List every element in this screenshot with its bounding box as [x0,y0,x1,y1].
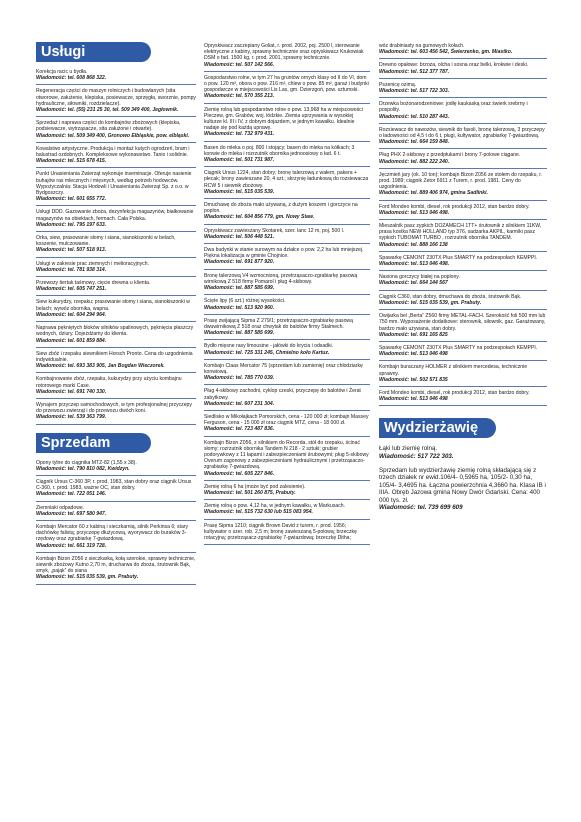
ad-text: Prasę zwijającą Sipma Z 279/1; przetrząsaczo-zgrabiarkę pasową dwuwirnikową Z 518 oraz chwytak do balotów firmy Stalmech. [204,317,353,330]
ad-text: Prasę Sipma 1210; ciągnik Brown David z turem, r. prod. 1956; kultywator o szer. rob. 2,5 m; bronę zawieszaną 5-polową; brzeczkę rotacyjną; przetrząsacz-zgrabiarkę 7-gwiazdową; brzeczkę Ditha; [204,522,357,541]
classified-ad [204,340,370,359]
ad-contact: Wiadomość: tel. 790 810 082, Kwidzyn. [36,465,130,472]
sprzedam-list [36,457,196,585]
classified-ad [204,295,370,314]
ad-text: Przewozy tiertak taśmowy, cięcie drewna u klienta. [36,280,151,287]
ad-contact: Wiadomość: tel. 515 732 630 lub 515 083 954. [204,509,313,516]
classified-ad [36,348,196,374]
ad-text: Mieszalnik pasz zypkich DOZAMECH 1TT+ śrutownik z silnikiem 11KW, prasa kostka NEW HOLLAND typ 376, sadzarka AKPIL, karmiki pasz sypkich TUBOMAT TURBO , rozrzutnik obornika TANDEM. [379,223,542,242]
ad-contact: Wiadomość: tel. 781 938 314. [36,266,107,273]
ad-contact: Wiadomość: tel. 605 227 846. [204,470,275,477]
classified-ad [379,387,547,406]
ad-contact: Wiadomość: tel. 889 406 974, gmina Sadlinki. [379,190,488,197]
classified-ad [204,411,370,437]
ad-text: Regeneracja części do maszyn rolniczych i budowlanych (sita otworowe, załużenie, klepiska, posiewacze, sprzęgła, sworznie, pompy hydrauliczne, siłowniki, rozdzielacze). [36,88,196,107]
classified-ad [379,220,547,252]
ad-text: Jęczmień jary (ok. 10 ton); kombajn Bizon Z056 ze stołem do rzepaku, r. prod. 1989; ciągnik Zetor 6911 z Turem, r. prod. 1981. Ceny do uzgodnienia. [379,171,543,191]
classified-ad [204,315,370,341]
ad-text: Ziemniaki odpadowe. [36,504,85,511]
ad-text: Spawarkę CEMONT 230TX Plus SMARTY na podzespołach KEMPPI. [379,344,538,351]
ad-text: Dwa budynki w stanie surowym na działce o pow. 2,2 ha lub mniejszej. Piękna lokalizacja w gminie Chojnice. [204,247,364,260]
ad-contact: Wiadomość: tel. 506 448 521. [204,233,275,240]
ad-contact: Wiadomość: tel. 739 699 609 [379,504,463,512]
ad-contact: Wiadomość: tel. 501 260 875, Prabuty. [204,489,296,496]
classified-ad [204,104,370,142]
ad-contact: Wiadomość: tel. 513 046 498 [379,351,448,358]
ad-text: Kombajn Claas Mercator 75 (sprzedam lub zamienię) oraz chłodziarkę konwiową. [204,362,363,375]
classified-ad [36,85,196,117]
classified-ad [379,98,547,124]
classified-ad [36,206,196,232]
ad-text: Opryskiwacz zaczepiany Goliat, r. prod. 2002, poj. 2500 l, sterowanie elektryczne z kabiny, sprawny technicznie oraz opryskiwacz Krukowiak DSM o fad. 1500 kg, r. prod. 2001, sprawny technicznie. [204,43,364,62]
ad-text: Kowalstwo artystyczne. Produkcja i montaż kutych ogrodzeń, bram i balustrad ozdobnych. Kompleksowe wykonawstwo. Tanio i solidnie. [36,145,190,159]
classified-ad [379,59,547,78]
sprzedam-list-continued-2 [379,40,547,406]
ad-contact: Wiadomość: tel. 510 287 443. [379,113,450,120]
ad-text: Usługi DDD. Gazowanie zboża, dezynfekcja magazynów, białkowanie magazynów na obiektach, fermach. Cała Polska. [36,209,194,222]
ad-contact: Wiadomość: tel. 507 142 566. [204,61,275,68]
classified-ad [204,270,370,296]
ad-contact: Wiadomość: tel. 539 363 799. [36,414,107,421]
ad-text: Ford Mondeo kombi, diesel, rok produkcji 2012, stan bardzo dobry. [379,389,530,396]
ad-contact: Wiadomość: tel. 515 035 539, gm. Prabuty. [379,299,482,306]
classified-ad [204,199,370,225]
classified-ad [36,457,196,476]
ad-contact: Wiadomość: 517 722 303. [379,452,454,460]
ad-contact: Wiadomość: tel. 513 046 498. [379,261,450,268]
classified-ad [379,40,547,59]
ad-text: Siew kukurydzy, rzepaku; prasowanie słomy i siana, sianokiszonki w belach; wywóz obornika, wapna. [36,299,190,312]
ad-text: Sprzedam lub wydzierżawię ziemię rolną składającą się z trzech działek nr ewid.106/4- 0,5965 ha, 105/2- 0,30 ha, 105/4- 3,4695 ha. Łączna powierzchnia 4,3660 ha. Klasa IB i IIIA. Obręb Jazowa gmina Nowy Dwór Gdański. Cena: 400 000 tys. zł. [379,466,546,504]
ad-text: Punkt Unasieniania Zwierząt wykonuje inseminacje. Oferuje nasienie buhajów ras mlecznych i mięsnych, według potrzeb hodowców. Wypożyczalnia: Stacja Hodowli i Unasieniania Zwierząt Sp. z o.o. w Bydgoszczy. [36,171,192,197]
ad-contact: Wiadomość: tel. 795 197 633. [36,221,107,228]
classified-ad [204,142,370,168]
classified-ad [36,66,196,85]
ad-text: Spawarkę CEMONT 230TX Plus SMARTY na podzespołach KEMPPI. [379,254,538,261]
section-header-wydzierzawie: Wydzierżawię [379,418,496,438]
ad-text: Bydło mięsne rasy limousine - jałówki do krycia i odsadki. [204,343,334,350]
ad-text: wóz drabiniasty na gumowych kołach. [379,43,465,49]
ad-text: Ziemię rolną lub gospodarstwo rolne o pow. 13,968 ha w miejscowości Pieczew, gm. Grabów, woj. łódzkie. Ziemia uprzywania w wysokiej kulturze kl. III i IV, z dobrym dojazdem, w jednym kawałku. Idealnie nadaje się pod każdą uprawę. [204,106,363,132]
classified-ad [204,437,370,481]
ad-text: Ziemię rolną o pow. 4,12 ha, w jednym kawałku, w Markusach. [204,503,345,510]
classified-ad [36,553,196,585]
classified-ad [379,342,547,361]
sprzedam-list-continued [204,40,370,545]
ad-text: Sprzedaż i naprawa części do kombajnów zbożowych (klepiska, podsiewacze, wytrząsacze, sita załużone i otwarte). [36,120,181,133]
ad-contact: Wiadomość: tel. 604 856 779, gm. Nowy Staw. [204,214,315,221]
ad-contact: Wiadomość: tel. 785 770 039. [204,375,275,382]
classified-ad [379,149,547,168]
classified-ad [36,258,196,277]
classified-ad [204,481,370,500]
classified-ad [204,72,370,104]
ad-text: Siedlisko w Mikołajkach Pomorskich, cena - 120 000 zł; kombajn Massey Ferguson, cena - 15 000 zł oraz ciągnik MTZ, cena - 18 000 zł. [204,413,369,427]
ad-contact: Wiadomość: tel. 605 747 251. [36,286,107,293]
ad-text: Dmuchawę do zboża mało używaną, z dużym koszem i gorczyce na poplon. [204,202,358,215]
ad-text: Gospodarstwo rolne, w tym 27 ha gruntów ornych klasy od II do VI, dom o pow. 120 m², obora o pow. 216 m², chlew o pow. 85 m², garaż i budynki gospodarcze w miejscowości Lis Las, gm. Dzierzgoń, pow. sztumski. [204,74,369,94]
ad-text: Kombajn Bizon Z056 z sieczkarką, kołą szerokie, sprawny technicznie, siewnik zbożowy Kutno 2,70 m, drucharwa do zboża, śrutownik Bąk, smyk, „pająk” do siana [36,555,196,575]
classified-ad [379,291,547,310]
classified-ad [204,385,370,411]
ad-text: Ziemię rolną 6 ha (może być pod zalesienie). [204,483,306,490]
classified-ad [36,322,196,348]
ad-contact: Wiadomość: tel. 515 035 539, gm. Prabuty. [36,574,139,581]
ad-text: Usługi w zakresie prac ziemnych i melioracyjnych. [36,260,149,267]
ad-text: Ciągnik Ursus 1224, stan dobry; bronę talerzową z wałem, pakera + płecak; brony zawieszane 20, 4 szt.; skrzynię ładunkową do rozsiewacza RCW 5 i siewnik zbożowy. [204,170,369,189]
classified-ad [379,442,547,463]
classified-ad [204,520,370,546]
ad-text: Pszenicę ozimą. [379,81,417,88]
ad-text: Nasiona gorczycy białej na poplony. [379,274,460,281]
classified-ad [36,476,196,502]
ad-contact: Wiadomość: tel. 601 655 772. [36,196,107,203]
classified-ad [36,277,196,296]
classified-ad [204,244,370,270]
ad-contact: Wiadomość: tel. 601 859 884. [36,337,107,344]
classified-ad [379,79,547,98]
ad-text: Naprawa pękniętych bloków silników spalinowych, pęknięcia płaszczy wodnych, dziury. Dojeżdżamy do klienta. [36,325,194,338]
ad-text: Bronę talerzową V4 wzmocnioną, przetrząsaczo-zgrabiarkę pasową wirnikową Z 518 firmy Pomarol i pług 4-skibowy. [204,272,358,285]
ad-text: Rozsiewacz do nawozów, siewnik do fasoli, bronę talerzową, 3 przyczepy o ładowności od 4,5 t do 6 t, pługi, kultywator, zgrabiarkę 7-gwiazdową. [379,126,545,140]
classified-ad [204,500,370,519]
ad-contact: Wiadomość: tel. 512 377 787. [379,68,450,75]
classified-ad [379,169,547,201]
column-2 [204,40,370,545]
ad-contact: Wiadomość: tel. 887 585 699. [204,285,275,292]
ad-contact: Wiadomość: tel. 570 355 213. [204,93,275,100]
classified-ad [379,271,547,290]
ad-contact: Wiadomość: tel. 507 518 913. [36,247,107,254]
wydzierzawie-list [379,442,547,515]
ad-contact: Wiadomość: tel. 509 349 400, Gronowo Elbląskie, pow. elbląski. [36,132,190,139]
ad-text: Ścięte lipy (6 szt.) różnej wysokości. [204,298,286,305]
classified-ad [36,117,196,143]
ad-text: Wynajem przyczep samochodowych, w tym profesjonalnej przyczepy do przewozu zwierząt i do przewozu dwóch koni. [36,401,192,415]
classified-ad [36,296,196,322]
classified-ad [36,399,196,425]
ad-contact: Wiadomość: tel. 661 319 728. [36,542,107,549]
ad-contact: Wiadomość: tel. 513 920 960. [204,304,275,311]
ad-contact: Wiadomość: tel. 664 159 848. [379,139,450,146]
ad-contact: Wiadomość: tel. 697 580 947. [36,510,107,517]
column-3 [379,40,547,515]
ad-text: Basen do mleka o poj. 800 l stojący; basen do mleka na kółkach; 3 konwie do mleka i rozrzutnik obornika jednoosiowy o ład. 6 t. [204,144,355,157]
ad-text: Kombajn Bizon Z056, z silnikiem do Recorda, stół do rzepaku, ścinać słomy; rozrzutnik obornika Tandem N 218 - 2 sztuki; grubier podorywkowy z 11 łapami i zabezpieczeniami śrubowymi; pług 5-skibowy Overum zagonowy z zabezpieczeniami hydraulicznymi i przetrząsaczo-zgrabiarkę 7-gwiazdową. [204,439,369,471]
classified-ad [204,40,370,72]
ad-contact: Wiadomość: tel. 693 383 905, Jan Bogdan Wieczorek. [36,363,165,370]
ad-contact: Wiadomość: tel. 725 331 245, Chmielno koło Kartuz. [204,349,330,356]
classified-ad [36,168,196,206]
ad-contact: Wiadomość: tel. 732 979 431. [204,131,275,138]
ad-contact: Wiadomość: tel. 691 165 825 [379,331,448,338]
ad-contact: Wiadomość: tel. 888 166 138 [379,241,448,248]
ad-contact: Wiadomość: tel. 513 046 498 [379,396,448,403]
ad-text: Ford Mondeo kombi, diesel, rok produkcji 2012, stan bardzo dobry. [379,203,530,210]
classified-ad [379,464,547,516]
ad-contact: Wiadomość: tel. (55) 231 25 30, tel. 509 349 400, Jegłownik. [36,107,179,114]
ad-contact: Wiadomość: tel. 607 231 304. [204,400,275,407]
ad-contact: Wiadomość: tel. 882 222 240. [379,158,450,165]
ad-contact: Wiadomość: tel. 513 046 498. [379,209,450,216]
classified-ad [36,232,196,258]
classified-ad [36,143,196,169]
ad-contact: Wiadomość: tel. 604 294 964. [36,311,107,318]
ad-text: Drewno opałowe: brzoza, olcha i sosna oraz belki, krokwie i deski. [379,62,529,69]
ad-text: Opony tylne do ciągnika MTZ-82 (1,55 x 38). [36,459,137,466]
ad-contact: Wiadomość: tel. 722 051 146. [36,491,107,498]
ad-contact: Wiadomość: tel. 603 456 542, Świerzenko, gm. Miastko. [379,49,513,56]
ad-text: Opryskiwacz zawieszany Skotarek, szer. lanc 12 m, poj. 500 l. [204,227,345,234]
section-header-uslugi: Usługi [36,42,151,62]
ad-text: Siew zbóż i rzepaku siewnikiem Horsch Pronto. Cena do uzgodnienia indywidualnie. [36,350,193,363]
ad-text: Korekcja racic u bydła. [36,69,88,75]
ad-text: Orka, siew, prasowanie słomy i siana, sianokiszonki w belach, koszenie, mulczowanie. [36,235,176,248]
ad-text: Pług PHX 2-skibowy z przedpłukami i brony 7-polowe ciągane. [379,152,521,159]
ad-contact: Wiadomość: tel. 887 585 699. [204,330,275,337]
ad-text: Łąki lub ziemię rolną. [379,445,438,453]
ad-contact: Wiadomość: tel. 515 678 415. [36,158,107,165]
ad-contact: Wiadomość: tel. 515 035 539. [204,188,275,195]
section-header-sprzedam: Sprzedam [36,433,151,453]
classified-ad [379,124,547,150]
classified-ad [379,310,547,342]
ad-contact: Wiadomość: tel. 691 740 330. [36,388,107,395]
classified-ad [379,252,547,271]
ad-text: Kombajn buraczany HOLMER z silnikiem mercedesa, technicznie sprawny. [379,364,528,377]
ad-text: Drzewka bożonarodzeniowe: jodłę kaukaską oraz świerk srebrny i pospolity. [379,101,528,114]
ad-contact: Wiadomość: tel. 723 487 836. [204,426,275,433]
classified-ad [36,502,196,521]
uslugi-list [36,66,196,425]
classified-ad [379,201,547,220]
classified-ad [36,521,196,553]
ad-contact: Wiadomość: tel. 691 877 920. [204,259,275,266]
column-1 [36,42,196,585]
ad-contact: Wiadomość: tel. 501 731 987. [204,157,275,164]
classified-ad [379,361,547,387]
ad-text: Kombajn Mercator 60 z kabiną i sieczkarnią, silnik Perkinsa 6; stary dachówkę falistą; przyczepę dłużycową, wyorywacz do buraków 3-rzędowy oraz zgrabiarkę 7-gwiazdową. [36,523,189,543]
ad-contact: Wiadomość: tel. 502 571 835 [379,376,448,383]
ad-text: Kombajnowanie zbóż, rzepaku, kukurydzy przy użyciu kombajnu rotorowego marki Case. [36,376,182,389]
ad-text: Ciągnik Ursus C-360 3P, r. prod. 1983, stan dobry oraz ciągnik Ursus C-360, r. prod. 1983, ważne OC, stan dobry. [36,478,192,492]
ad-contact: Wiadomość: tel. 608 868 322. [36,75,107,82]
ad-text: Ciągnik C360, stan dobry, dmuchawa do zboża, śrutownik Bąk. [379,293,522,300]
classified-ad [204,360,370,386]
classified-ad [204,225,370,244]
ad-contact: Wiadomość: tel. 517 722 303. [379,88,450,95]
classified-ad [204,167,370,199]
ad-text: Pług 4-skibowy zachodni, cyklop czeski, przyczepę do balotów i Żerat zabytkowy. [204,388,361,401]
ad-text: Owijarka bel „Berta” Z560 firmy METAL-FACH. Szerokość foli 500 mm lub 750 mm. Wyposażenie dodatkowe: sterownik, siłownik, gaz. Garażowany, bardzo mało używana, stan dobry. [379,313,546,332]
ad-contact: Wiadomość: tel. 664 144 567 [379,280,448,287]
classified-ad [36,373,196,399]
